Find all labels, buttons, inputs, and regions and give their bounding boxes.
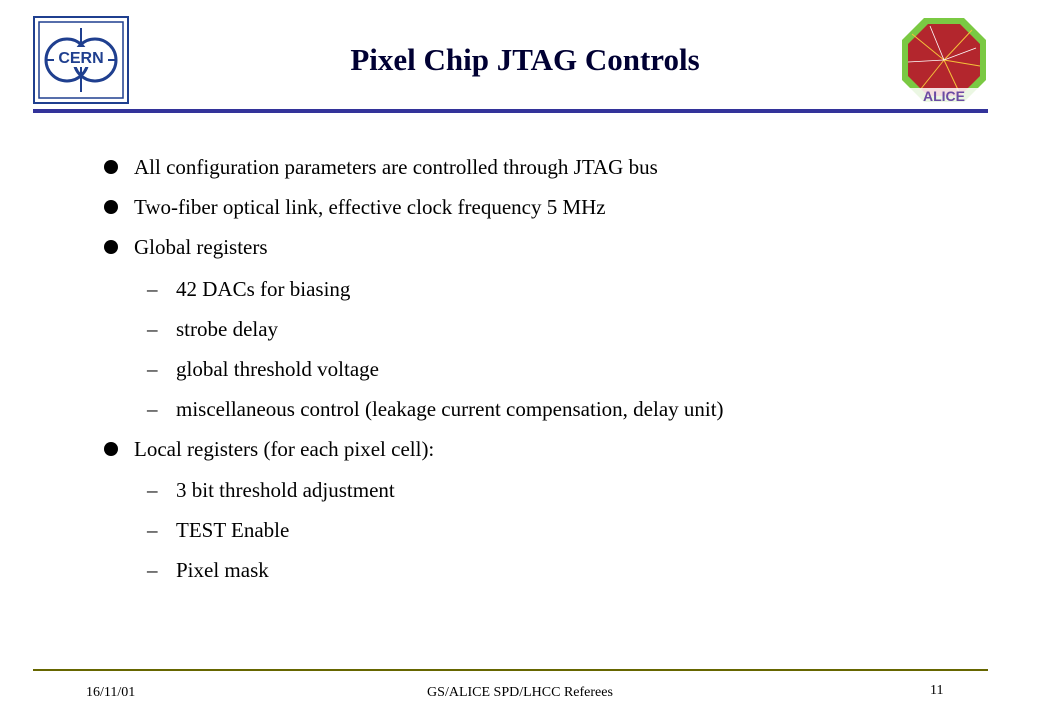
bullet-text: Global registers xyxy=(134,235,268,259)
alice-logo-text: ALICE xyxy=(923,88,965,104)
bullet-dot xyxy=(104,240,118,254)
bullet-text: Local registers (for each pixel cell): xyxy=(134,437,435,461)
sub-bullet-text: 42 DACs for biasing xyxy=(176,277,351,301)
footer-rule xyxy=(33,669,988,671)
bullet-text: Two-fiber optical link, effective clock frequency 5 MHz xyxy=(134,195,606,219)
bullet-dot xyxy=(104,200,118,214)
sub-bullet-dash: – xyxy=(147,357,158,381)
bullet-dot xyxy=(104,160,118,174)
alice-logo xyxy=(900,14,988,106)
footer-date: 16/11/01 xyxy=(86,685,136,700)
sub-bullet-text: miscellaneous control (leakage current compensation, delay unit) xyxy=(176,397,724,421)
title-rule xyxy=(33,109,988,113)
sub-bullet-text: TEST Enable xyxy=(176,518,290,542)
sub-bullet-text: strobe delay xyxy=(176,317,279,341)
sub-bullet-dash: – xyxy=(147,558,158,582)
cern-logo-text: CERN xyxy=(58,50,104,67)
footer-title: GS/ALICE SPD/LHCC Referees xyxy=(427,685,613,700)
bullet-text: All configuration parameters are controlled through JTAG bus xyxy=(134,155,658,179)
sub-bullet-dash: – xyxy=(147,277,158,301)
bullet-dot xyxy=(104,442,118,456)
sub-bullet-dash: – xyxy=(147,518,158,542)
sub-bullet-text: Pixel mask xyxy=(176,558,269,582)
sub-bullet-text: 3 bit threshold adjustment xyxy=(176,478,395,502)
sub-bullet-dash: – xyxy=(147,478,158,502)
page-number: 11 xyxy=(930,683,944,698)
cern-logo xyxy=(33,16,129,104)
sub-bullet-text: global threshold voltage xyxy=(176,357,379,381)
slide-title: Pixel Chip JTAG Controls xyxy=(350,42,700,77)
sub-bullet-dash: – xyxy=(147,397,158,421)
sub-bullet-dash: – xyxy=(147,317,158,341)
